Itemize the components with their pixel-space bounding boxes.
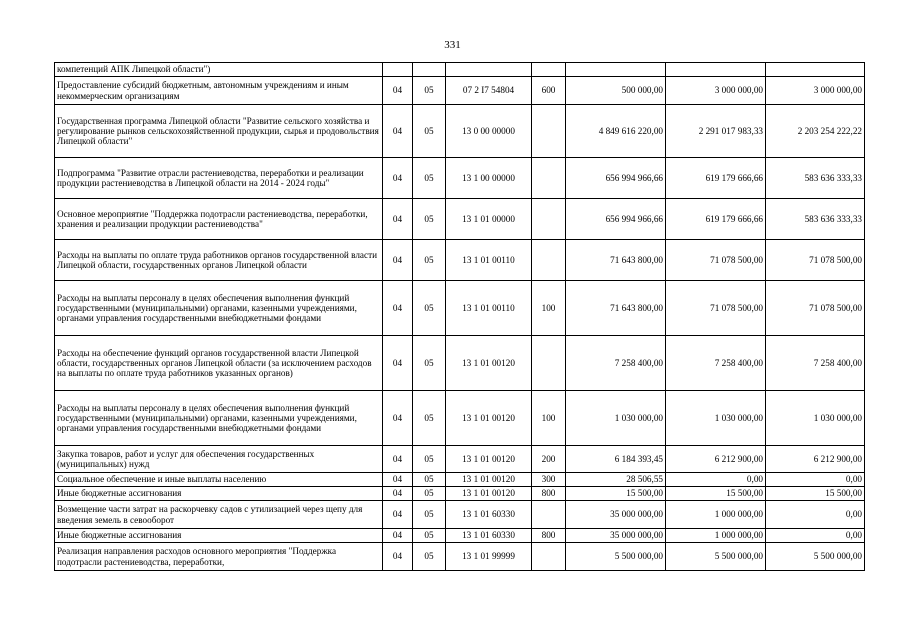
expense-type-cell: 600 xyxy=(532,77,566,105)
table-row xyxy=(55,199,865,240)
section-code-cell: 04 xyxy=(383,473,413,487)
row-name-cell: Предоставление субсидий бюджетным, автономным учреждениям и иным некоммерческим организациям xyxy=(55,77,383,105)
subsection-code-cell: 05 xyxy=(413,336,446,391)
amount-year3-cell: 2 203 254 222,22 xyxy=(766,105,865,158)
target-article-cell: 13 1 01 00120 xyxy=(446,446,532,473)
amount-year1-cell: 35 000 000,00 xyxy=(566,529,666,543)
amount-year1-cell: 4 849 616 220,00 xyxy=(566,105,666,158)
row-name-cell: Подпрограмма "Развитие отрасли растениеводства, переработки и реализации продукции растениеводства в Липецкой области на 2014 - 2024 годы" xyxy=(55,158,383,199)
target-article-cell: 07 2 I7 54804 xyxy=(446,77,532,105)
table-row xyxy=(55,336,865,391)
row-name-cell: Основное мероприятие "Поддержка подотрасли растениеводства, переработки, хранения и реализации продукции растениеводства" xyxy=(55,199,383,240)
subsection-code-cell xyxy=(413,63,446,77)
amount-year2-cell: 7 258 400,00 xyxy=(666,336,766,391)
target-article-cell: 13 1 01 00110 xyxy=(446,240,532,281)
row-name-cell: Государственная программа Липецкой области "Развитие сельского хозяйства и регулирование рынков сельскохозяйственной продукции, сырья и продовольствия Липецкой области" xyxy=(55,105,383,158)
amount-year2-cell: 1 030 000,00 xyxy=(666,391,766,446)
subsection-code-cell: 05 xyxy=(413,473,446,487)
expense-type-cell: 800 xyxy=(532,529,566,543)
row-name-cell: Возмещение части затрат на раскорчевку садов с утилизацией через щепу для введения земель в севооборот xyxy=(55,501,383,529)
section-code-cell: 04 xyxy=(383,240,413,281)
amount-year3-cell: 583 636 333,33 xyxy=(766,199,865,240)
page-number: 331 xyxy=(444,39,461,51)
amount-year2-cell xyxy=(666,63,766,77)
table-row xyxy=(55,391,865,446)
table-row xyxy=(55,529,865,543)
table-row xyxy=(55,63,865,77)
amount-year2-cell: 0,00 xyxy=(666,473,766,487)
target-article-cell: 13 1 01 00120 xyxy=(446,336,532,391)
expense-type-cell xyxy=(532,240,566,281)
amount-year3-cell: 15 500,00 xyxy=(766,487,865,501)
target-article-cell: 13 1 01 00000 xyxy=(446,199,532,240)
table-row xyxy=(55,501,865,529)
section-code-cell: 04 xyxy=(383,158,413,199)
section-code-cell: 04 xyxy=(383,105,413,158)
amount-year1-cell xyxy=(566,63,666,77)
expense-type-cell: 100 xyxy=(532,391,566,446)
row-name-cell: Иные бюджетные ассигнования xyxy=(55,529,383,543)
subsection-code-cell: 05 xyxy=(413,543,446,571)
target-article-cell: 13 1 01 00120 xyxy=(446,391,532,446)
section-code-cell: 04 xyxy=(383,487,413,501)
expense-type-cell xyxy=(532,105,566,158)
subsection-code-cell: 05 xyxy=(413,391,446,446)
amount-year3-cell: 3 000 000,00 xyxy=(766,77,865,105)
amount-year1-cell: 6 184 393,45 xyxy=(566,446,666,473)
section-code-cell: 04 xyxy=(383,77,413,105)
subsection-code-cell: 05 xyxy=(413,105,446,158)
section-code-cell: 04 xyxy=(383,543,413,571)
amount-year3-cell: 1 030 000,00 xyxy=(766,391,865,446)
row-name-cell: Расходы на выплаты по оплате труда работников органов государственной власти Липецкой области, государственных органов Липецкой области xyxy=(55,240,383,281)
amount-year3-cell: 7 258 400,00 xyxy=(766,336,865,391)
table-row xyxy=(55,543,865,571)
amount-year1-cell: 656 994 966,66 xyxy=(566,199,666,240)
subsection-code-cell: 05 xyxy=(413,501,446,529)
amount-year3-cell: 583 636 333,33 xyxy=(766,158,865,199)
row-name-cell: Расходы на обеспечение функций органов государственной власти Липецкой области, государственных органов Липецкой области (за исключением расходов на выплаты по оплате труда работников указанных органов) xyxy=(55,336,383,391)
amount-year1-cell: 500 000,00 xyxy=(566,77,666,105)
row-name-cell: Социальное обеспечение и иные выплаты населению xyxy=(55,473,383,487)
amount-year1-cell: 7 258 400,00 xyxy=(566,336,666,391)
target-article-cell: 13 0 00 00000 xyxy=(446,105,532,158)
amount-year3-cell: 6 212 900,00 xyxy=(766,446,865,473)
target-article-cell: 13 1 01 00120 xyxy=(446,487,532,501)
section-code-cell xyxy=(383,63,413,77)
amount-year2-cell: 1 000 000,00 xyxy=(666,529,766,543)
section-code-cell: 04 xyxy=(383,529,413,543)
expense-type-cell: 200 xyxy=(532,446,566,473)
amount-year2-cell: 71 078 500,00 xyxy=(666,281,766,336)
amount-year2-cell: 15 500,00 xyxy=(666,487,766,501)
row-name-cell: Иные бюджетные ассигнования xyxy=(55,487,383,501)
subsection-code-cell: 05 xyxy=(413,446,446,473)
subsection-code-cell: 05 xyxy=(413,77,446,105)
amount-year1-cell: 656 994 966,66 xyxy=(566,158,666,199)
section-code-cell: 04 xyxy=(383,391,413,446)
target-article-cell: 13 1 01 60330 xyxy=(446,529,532,543)
amount-year2-cell: 2 291 017 983,33 xyxy=(666,105,766,158)
section-code-cell: 04 xyxy=(383,336,413,391)
expense-type-cell: 300 xyxy=(532,473,566,487)
amount-year1-cell: 71 643 800,00 xyxy=(566,281,666,336)
amount-year1-cell: 28 506,55 xyxy=(566,473,666,487)
table-row xyxy=(55,77,865,105)
amount-year2-cell: 5 500 000,00 xyxy=(666,543,766,571)
amount-year2-cell: 71 078 500,00 xyxy=(666,240,766,281)
expense-type-cell xyxy=(532,501,566,529)
subsection-code-cell: 05 xyxy=(413,240,446,281)
amount-year3-cell: 0,00 xyxy=(766,529,865,543)
row-name-cell: Расходы на выплаты персоналу в целях обеспечения выполнения функций государственными (муниципальными) органами, казенными учреждениями, органами управления государственными внебюджетными фондами xyxy=(55,391,383,446)
expense-type-cell xyxy=(532,543,566,571)
subsection-code-cell: 05 xyxy=(413,158,446,199)
subsection-code-cell: 05 xyxy=(413,281,446,336)
expense-type-cell xyxy=(532,199,566,240)
amount-year3-cell xyxy=(766,63,865,77)
amount-year1-cell: 5 500 000,00 xyxy=(566,543,666,571)
amount-year3-cell: 5 500 000,00 xyxy=(766,543,865,571)
amount-year2-cell: 619 179 666,66 xyxy=(666,199,766,240)
amount-year2-cell: 1 000 000,00 xyxy=(666,501,766,529)
target-article-cell: 13 1 01 99999 xyxy=(446,543,532,571)
subsection-code-cell: 05 xyxy=(413,487,446,501)
table-row xyxy=(55,473,865,487)
amount-year2-cell: 619 179 666,66 xyxy=(666,158,766,199)
budget-table xyxy=(54,62,865,571)
section-code-cell: 04 xyxy=(383,199,413,240)
section-code-cell: 04 xyxy=(383,501,413,529)
amount-year1-cell: 1 030 000,00 xyxy=(566,391,666,446)
amount-year3-cell: 71 078 500,00 xyxy=(766,240,865,281)
table-row xyxy=(55,281,865,336)
amount-year3-cell: 0,00 xyxy=(766,501,865,529)
amount-year1-cell: 15 500,00 xyxy=(566,487,666,501)
table-row xyxy=(55,105,865,158)
row-name-cell: компетенций АПК Липецкой области") xyxy=(55,63,383,77)
target-article-cell: 13 1 01 60330 xyxy=(446,501,532,529)
subsection-code-cell: 05 xyxy=(413,199,446,240)
target-article-cell xyxy=(446,63,532,77)
amount-year2-cell: 3 000 000,00 xyxy=(666,77,766,105)
amount-year3-cell: 0,00 xyxy=(766,473,865,487)
target-article-cell: 13 1 00 00000 xyxy=(446,158,532,199)
section-code-cell: 04 xyxy=(383,281,413,336)
expense-type-cell: 800 xyxy=(532,487,566,501)
table-row xyxy=(55,487,865,501)
subsection-code-cell: 05 xyxy=(413,529,446,543)
target-article-cell: 13 1 01 00110 xyxy=(446,281,532,336)
table-row xyxy=(55,158,865,199)
amount-year1-cell: 71 643 800,00 xyxy=(566,240,666,281)
section-code-cell: 04 xyxy=(383,446,413,473)
table-row xyxy=(55,240,865,281)
expense-type-cell xyxy=(532,63,566,77)
expense-type-cell xyxy=(532,158,566,199)
row-name-cell: Расходы на выплаты персоналу в целях обеспечения выполнения функций государственными (муниципальными) органами, казенными учреждениями, органами управления государственными внебюджетными фондами xyxy=(55,281,383,336)
expense-type-cell xyxy=(532,336,566,391)
row-name-cell: Реализация направления расходов основного мероприятия "Поддержка подотрасли растениеводства, переработки, xyxy=(55,543,383,571)
amount-year3-cell: 71 078 500,00 xyxy=(766,281,865,336)
row-name-cell: Закупка товаров, работ и услуг для обеспечения государственных (муниципальных) нужд xyxy=(55,446,383,473)
amount-year2-cell: 6 212 900,00 xyxy=(666,446,766,473)
table-row xyxy=(55,446,865,473)
expense-type-cell: 100 xyxy=(532,281,566,336)
target-article-cell: 13 1 01 00120 xyxy=(446,473,532,487)
amount-year1-cell: 35 000 000,00 xyxy=(566,501,666,529)
